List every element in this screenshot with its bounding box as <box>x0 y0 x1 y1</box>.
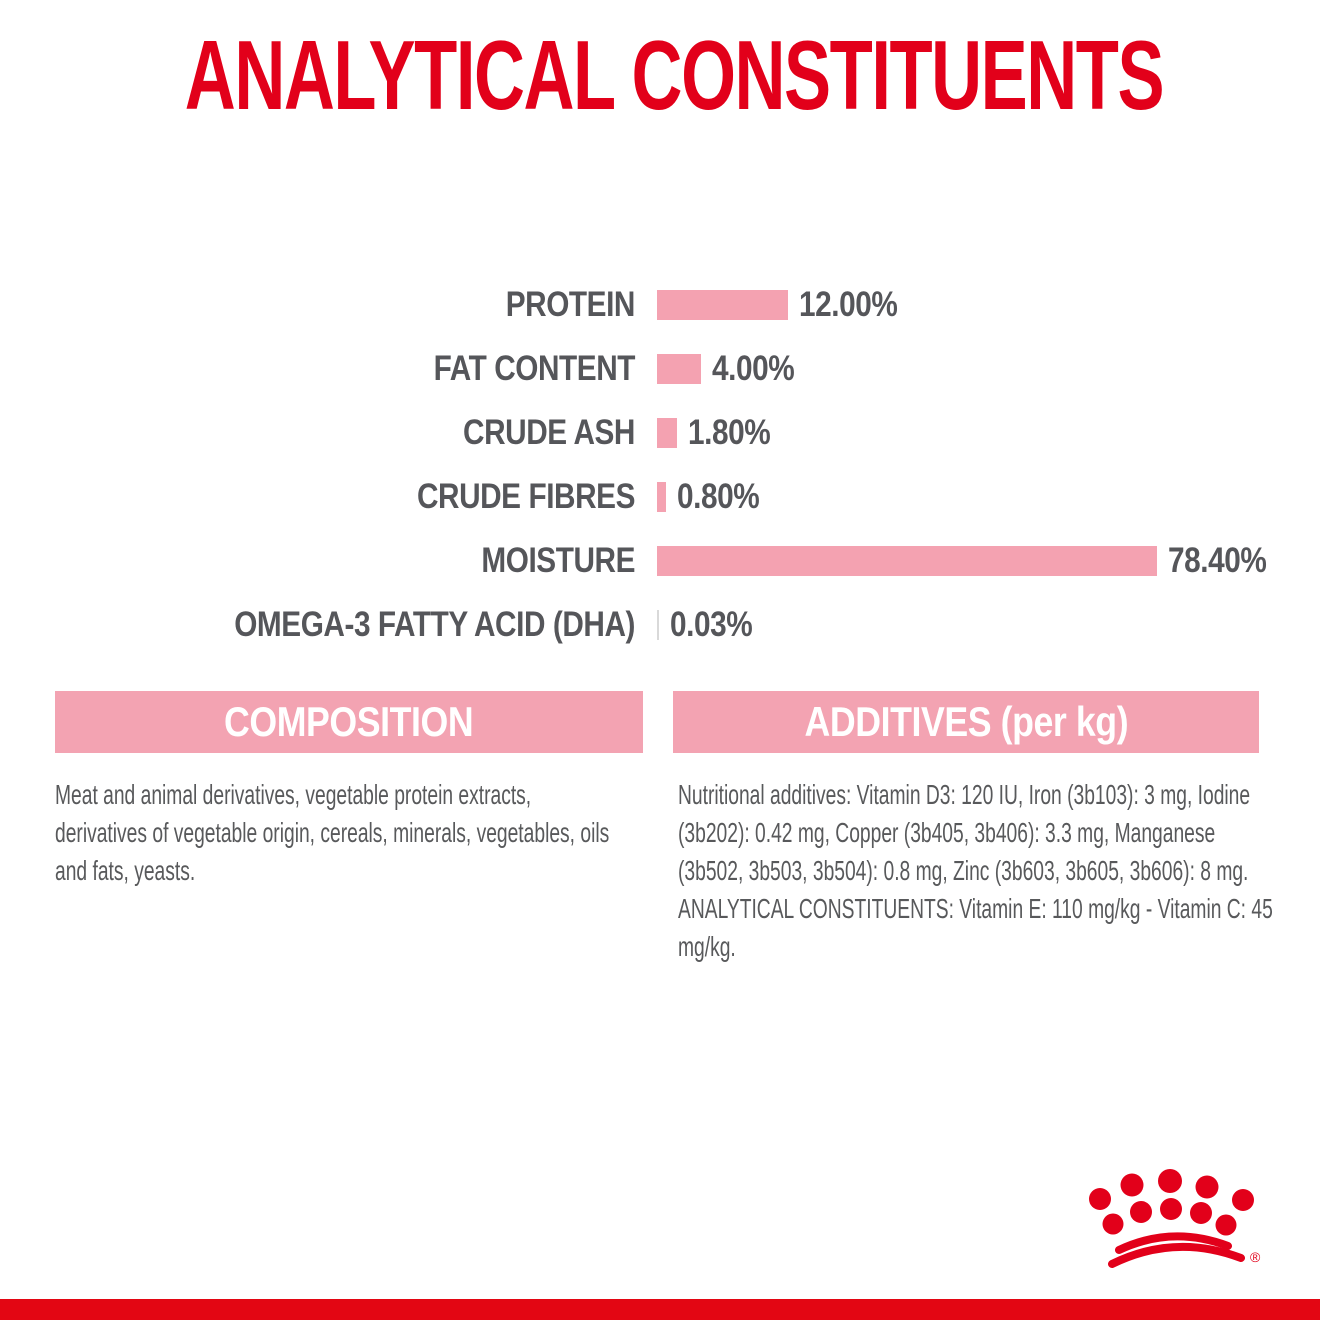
chart-row-bar <box>657 546 1157 576</box>
chart-row-value: 0.80% <box>676 477 759 516</box>
registered-trademark-symbol: ® <box>1250 1249 1261 1265</box>
chart-row <box>0 593 1320 657</box>
chart-row-label: CRUDE FIBRES <box>416 477 635 516</box>
chart-row <box>0 401 1320 465</box>
page-title: ANALYTICAL CONSTITUENTS <box>184 20 1164 130</box>
composition-header-band <box>55 691 643 753</box>
footer-red-strip <box>0 1299 1320 1320</box>
chart-row-bar <box>657 610 659 640</box>
crown-base-arcs <box>1112 1236 1241 1264</box>
royal-canin-crown-logo-icon <box>1088 1168 1268 1278</box>
composition-body-text: Meat and animal derivatives, vegetable protein extracts, derivatives of vegetable origin, cereals, minerals, vegetables, oils and fats, yeasts. <box>55 779 610 886</box>
chart-row <box>0 273 1320 337</box>
additives-header: ADDITIVES (per kg) <box>804 698 1128 745</box>
additives-header-band <box>673 691 1259 753</box>
composition-header: COMPOSITION <box>224 698 474 745</box>
chart-row <box>0 465 1320 529</box>
chart-row <box>0 337 1320 401</box>
chart-row-value: 4.00% <box>711 349 794 388</box>
crown-dots <box>1089 1169 1254 1236</box>
chart-row-bar <box>657 418 677 448</box>
chart-row-value: 12.00% <box>799 285 898 324</box>
chart-row <box>0 529 1320 593</box>
chart-row-label: FAT CONTENT <box>433 349 635 388</box>
chart-row-value: 0.03% <box>670 605 753 644</box>
additives-paragraph-nutritional: Nutritional additives: Vitamin D3: 120 IU, Iron (3b103): 3 mg, Iodine (3b202): 0.42 mg, Copper (3b405, 3b406): 3.3 mg, Manganese (3b502, 3b503, 3b504): 0.8 mg, Zinc (3b603, 3b605, 3b606): 8 mg. <box>678 779 1251 886</box>
chart-row-label: CRUDE ASH <box>463 413 635 452</box>
chart-row-label: OMEGA-3 FATTY ACID (DHA) <box>234 605 635 644</box>
chart-row-label: MOISTURE <box>481 541 635 580</box>
additives-body-text <box>678 776 1281 966</box>
analytical-constituents-chart <box>0 273 1320 657</box>
chart-row-value: 78.40% <box>1168 541 1267 580</box>
chart-row-label: PROTEIN <box>505 285 635 324</box>
chart-row-bar <box>657 290 788 320</box>
additives-paragraph-analytical: ANALYTICAL CONSTITUENTS: Vitamin E: 110 mg/kg - Vitamin C: 45 mg/kg. <box>678 893 1273 962</box>
chart-row-bar <box>657 354 701 384</box>
chart-row-value: 1.80% <box>687 413 770 452</box>
chart-row-bar <box>657 482 666 512</box>
